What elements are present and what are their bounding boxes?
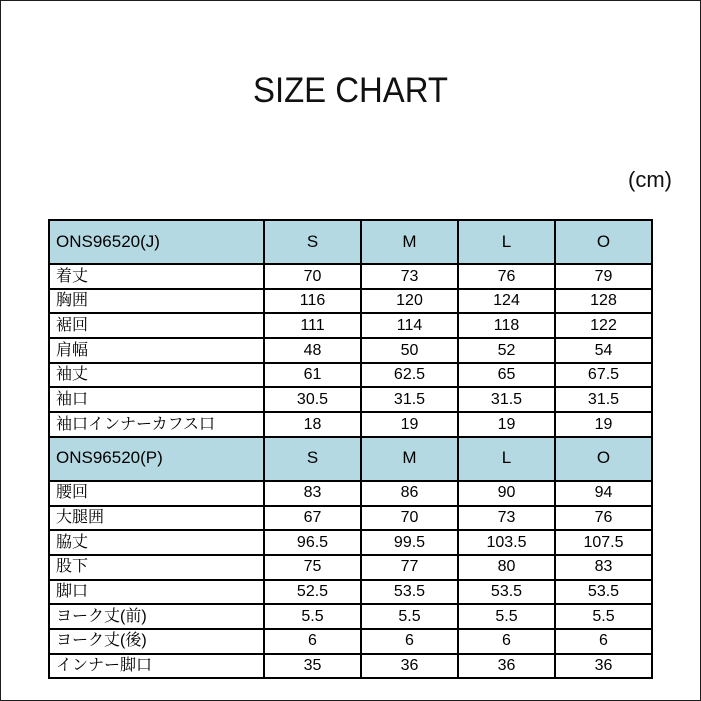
value-cell: 5.5 — [361, 604, 458, 629]
value-cell: 31.5 — [361, 387, 458, 412]
value-cell: 48 — [264, 338, 361, 363]
value-cell: 94 — [555, 481, 652, 506]
table-row — [49, 530, 652, 555]
table-row — [49, 506, 652, 531]
table-row — [49, 338, 652, 363]
value-cell: 77 — [361, 555, 458, 580]
row-label: 股下 — [49, 555, 264, 580]
table-row — [49, 363, 652, 388]
value-cell: 120 — [361, 289, 458, 314]
value-cell: 31.5 — [555, 387, 652, 412]
table-row — [49, 412, 652, 437]
model-cell: ONS96520(J) — [49, 220, 264, 264]
row-label: 大腿囲 — [49, 506, 264, 531]
value-cell: 50 — [361, 338, 458, 363]
size-col-header: S — [264, 437, 361, 481]
size-col-header: O — [555, 437, 652, 481]
value-cell: 116 — [264, 289, 361, 314]
row-label: 袖口 — [49, 387, 264, 412]
value-cell: 53.5 — [361, 580, 458, 605]
value-cell: 53.5 — [555, 580, 652, 605]
value-cell: 114 — [361, 313, 458, 338]
value-cell: 19 — [555, 412, 652, 437]
value-cell: 83 — [264, 481, 361, 506]
value-cell: 107.5 — [555, 530, 652, 555]
value-cell: 31.5 — [458, 387, 555, 412]
value-cell: 96.5 — [264, 530, 361, 555]
size-col-header: L — [458, 437, 555, 481]
size-col-header: O — [555, 220, 652, 264]
table-row — [49, 654, 652, 679]
value-cell: 62.5 — [361, 363, 458, 388]
size-col-header: M — [361, 437, 458, 481]
value-cell: 36 — [361, 654, 458, 679]
value-cell: 90 — [458, 481, 555, 506]
value-cell: 18 — [264, 412, 361, 437]
table-row — [49, 313, 652, 338]
value-cell: 67.5 — [555, 363, 652, 388]
row-label: 胸囲 — [49, 289, 264, 314]
value-cell: 61 — [264, 363, 361, 388]
section-header-row — [49, 220, 652, 264]
section-header-row — [49, 437, 652, 481]
size-col-header: L — [458, 220, 555, 264]
value-cell: 36 — [555, 654, 652, 679]
value-cell: 76 — [555, 506, 652, 531]
row-label: 袖丈 — [49, 363, 264, 388]
size-table-body — [49, 220, 652, 678]
row-label: 袖口インナーカフス口 — [49, 412, 264, 437]
table-row — [49, 481, 652, 506]
value-cell: 70 — [361, 506, 458, 531]
value-cell: 80 — [458, 555, 555, 580]
row-label: 脇丈 — [49, 530, 264, 555]
value-cell: 6 — [361, 629, 458, 654]
value-cell: 54 — [555, 338, 652, 363]
table-row — [49, 387, 652, 412]
value-cell: 5.5 — [458, 604, 555, 629]
row-label: ヨーク丈(後) — [49, 629, 264, 654]
table-row — [49, 580, 652, 605]
value-cell: 75 — [264, 555, 361, 580]
value-cell: 36 — [458, 654, 555, 679]
value-cell: 76 — [458, 264, 555, 289]
value-cell: 52.5 — [264, 580, 361, 605]
value-cell: 103.5 — [458, 530, 555, 555]
row-label: 肩幅 — [49, 338, 264, 363]
value-cell: 6 — [458, 629, 555, 654]
size-table — [48, 219, 653, 679]
unit-label: (cm) — [628, 167, 672, 192]
value-cell: 67 — [264, 506, 361, 531]
row-label: 着丈 — [49, 264, 264, 289]
row-label: ヨーク丈(前) — [49, 604, 264, 629]
value-cell: 53.5 — [458, 580, 555, 605]
value-cell: 6 — [264, 629, 361, 654]
value-cell: 73 — [458, 506, 555, 531]
row-label: 裾回 — [49, 313, 264, 338]
row-label: 腰回 — [49, 481, 264, 506]
table-row — [49, 604, 652, 629]
value-cell: 35 — [264, 654, 361, 679]
value-cell: 122 — [555, 313, 652, 338]
value-cell: 111 — [264, 313, 361, 338]
table-row — [49, 555, 652, 580]
value-cell: 65 — [458, 363, 555, 388]
value-cell: 70 — [264, 264, 361, 289]
value-cell: 19 — [361, 412, 458, 437]
table-row — [49, 289, 652, 314]
row-label: インナー脚口 — [49, 654, 264, 679]
value-cell: 128 — [555, 289, 652, 314]
value-cell: 5.5 — [555, 604, 652, 629]
value-cell: 6 — [555, 629, 652, 654]
value-cell: 86 — [361, 481, 458, 506]
value-cell: 73 — [361, 264, 458, 289]
value-cell: 124 — [458, 289, 555, 314]
value-cell: 79 — [555, 264, 652, 289]
value-cell: 118 — [458, 313, 555, 338]
size-col-header: M — [361, 220, 458, 264]
value-cell: 83 — [555, 555, 652, 580]
table-row — [49, 264, 652, 289]
value-cell: 52 — [458, 338, 555, 363]
value-cell: 30.5 — [264, 387, 361, 412]
value-cell: 99.5 — [361, 530, 458, 555]
model-cell: ONS96520(P) — [49, 437, 264, 481]
value-cell: 5.5 — [264, 604, 361, 629]
row-label: 脚口 — [49, 580, 264, 605]
size-col-header: S — [264, 220, 361, 264]
table-row — [49, 629, 652, 654]
page-title: SIZE CHART — [253, 71, 448, 110]
value-cell: 19 — [458, 412, 555, 437]
